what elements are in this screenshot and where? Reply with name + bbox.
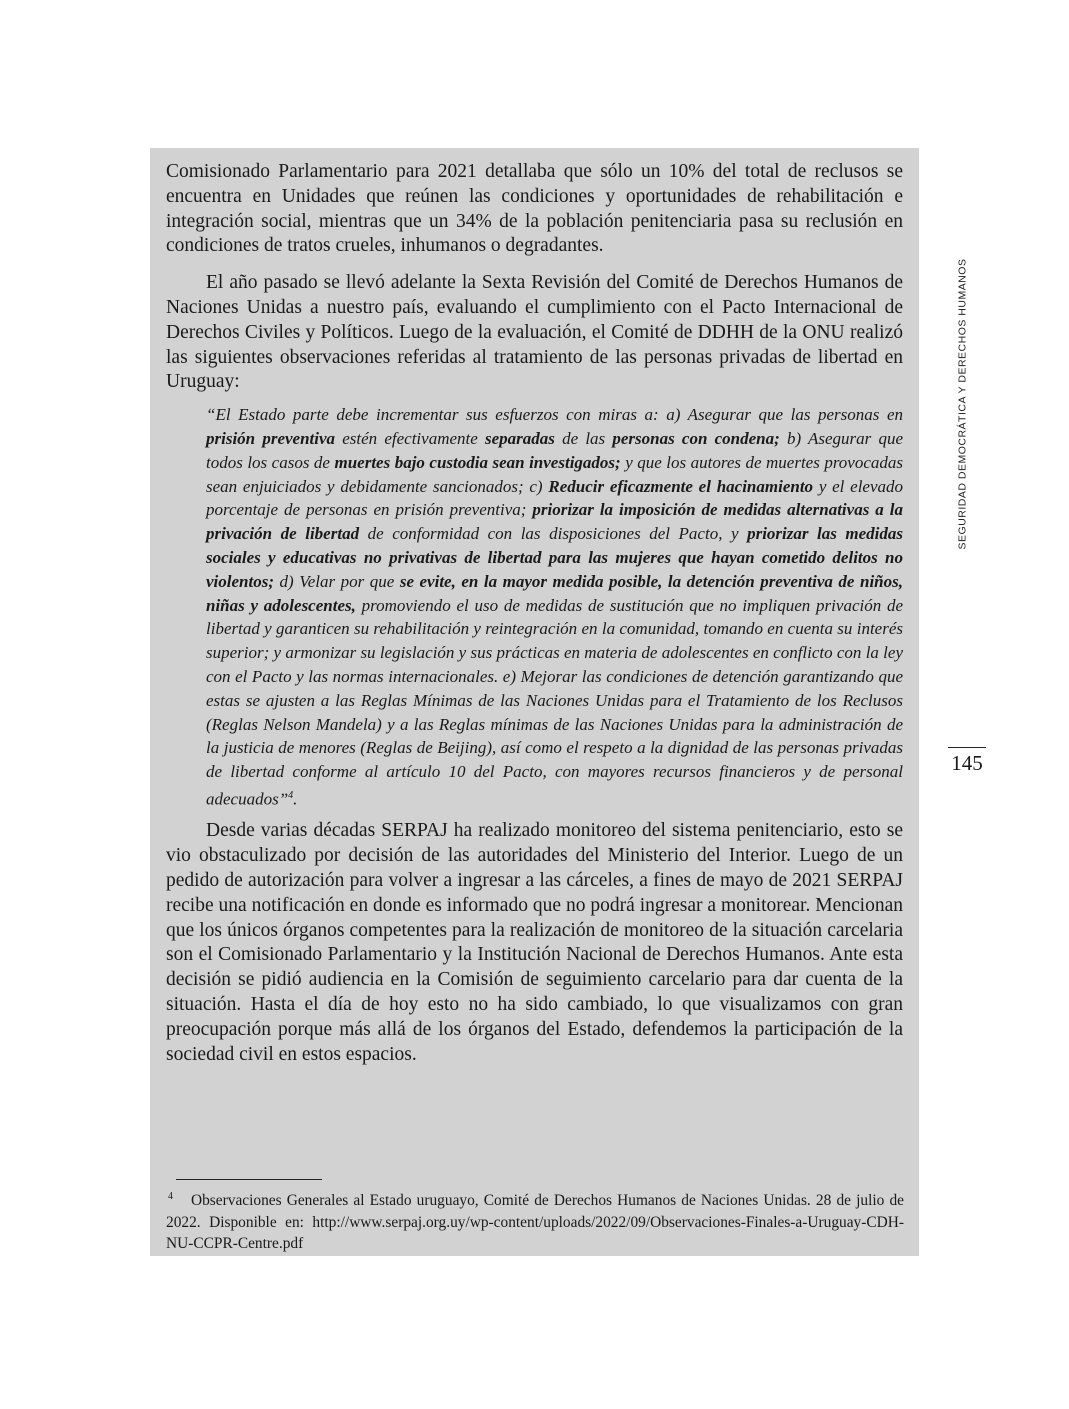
page-number: 145 (951, 751, 983, 775)
quote-emphasis: prisión preventiva (206, 428, 336, 448)
quote-emphasis: muertes bajo custodia sean investigados; (334, 452, 621, 472)
quote-emphasis: separadas (484, 428, 555, 448)
quote-emphasis: priorizar la imposición de medidas alternativas a la privación de libertad (206, 500, 903, 544)
footnote-text: Observaciones Generales al Estado uruguayo, Comité de Derechos Humanos de Naciones Unidas. 28 de julio de 2022. Disponible en: http://www.serpaj.org.uy/wp-content/uploads/2022/09/Observaciones-Finales-a-Uruguay-CDH-NU-CCPR-Centre.pdf (166, 1192, 904, 1253)
page-number-rule (948, 747, 986, 748)
block-quote (206, 403, 903, 811)
running-head-text: SEGURIDAD DEMOCRÁTICA Y DERECHOS HUMANOS (956, 258, 968, 550)
quote-emphasis: Reducir eficazmente el hacinamiento (548, 476, 814, 496)
quote-emphasis: se evite, en la mayor medida posible, la detención preventiva de niños, niñas y adolescentes, (206, 571, 903, 615)
quote-text: de conformidad con las disposiciones del Pacto, y (359, 524, 748, 544)
paragraph-3: Desde varias décadas SERPAJ ha realizado monitoreo del sistema penitenciario, esto se vio obstaculizado por decisión de las autoridades del Ministerio del Interior. Luego de un pedido de autorización para volver a ingresar a las cárceles, a fines de mayo de 2021 SERPAJ recibe una notificación en donde es informado que no podrá ingresar a monitorear. Mencionan que los únicos órganos competentes para la realización de monitoreo de la situación carcelaria son el Comisionado Parlamentario y la Institución Nacional de Derechos Humanos. Ante esta decisión se pidió audiencia en la Comisión de seguimiento carcelario para dar cuenta de la situación. Hasta el día de hoy esto no ha sido cambiado, lo que visualizamos con gran preocupación porque más allá de los órganos del Estado, defendemos la participación de la sociedad civil en estos espacios. (166, 820, 903, 1065)
quote-text: b) Asegurar que todos los casos de (206, 428, 903, 472)
quote-text: . (293, 789, 298, 809)
quote-text: estén efectivamente (335, 428, 485, 448)
running-head (951, 243, 973, 565)
quote-text: promoviendo el uso de medidas de sustitución que no impliquen privación de libertad y garanticen su rehabilitación y reintegración en la comunidad, tomando en cuenta su interés superior; y armonizar su legislación y sus prácticas en materia de adolescentes en conflicto con la ley con el Pacto y las normas internacionales. e) Mejorar las condiciones de detención garantizando que estas se ajusten a las Reglas Mínimas de las Naciones Unidas para el Tratamiento de los Reclusos (Reglas Nelson Mandela) y a las Reglas mínimas de las Naciones Unidas para la administración de la justicia de menores (Reglas de Beijing), así como el respeto a la dignidad de las personas privadas de libertad conforme al artículo 10 del Pacto, con mayores recursos financieros y de personal adecuados” (206, 595, 904, 809)
quote-text: y que los autores de muertes provocadas sean enjuiciados y debidamente sancionados; c) (206, 452, 904, 496)
paragraph-2: El año pasado se llevó adelante la Sexta Revisión del Comité de Derechos Humanos de Naciones Unidas a nuestro país, evaluando el cumplimiento con el Pacto Internacional de Derechos Civiles y Políticos. Luego de la evaluación, el Comité de DDHH de la ONU realizó las siguientes observaciones referidas al tratamiento de las personas privadas de libertad en Uruguay: (166, 272, 903, 393)
footnote-number: 4 (168, 1191, 173, 1202)
footnote-separator (176, 1179, 322, 1180)
paragraph-1: Comisionado Parlamentario para 2021 detallaba que sólo un 10% del total de reclusos se encuentra en Unidades que reúnen las condiciones y oportunidades de rehabilitación e integración social, mientras que un 34% de la población penitenciaria pasa su reclusión en condiciones de tratos crueles, inhumanos o degradantes. (166, 161, 903, 257)
shaded-text-block (150, 148, 919, 1256)
footnote-ref: 4 (288, 789, 294, 801)
quote-emphasis: personas con condena; (612, 428, 780, 448)
quote-text: “El Estado parte debe incrementar sus esfuerzos con miras a: a) Asegurar que las personas en (206, 405, 903, 425)
quote-text: d) Velar por que (274, 571, 400, 591)
quote-emphasis: priorizar las medidas sociales y educativas no privativas de libertad para las mujeres que hayan cometido delitos no violentos; (206, 524, 904, 591)
footnote (166, 1186, 904, 1255)
quote-text: de las (554, 428, 613, 448)
quote-text: y el elevado porcentaje de personas en prisión preventiva; (206, 476, 904, 520)
